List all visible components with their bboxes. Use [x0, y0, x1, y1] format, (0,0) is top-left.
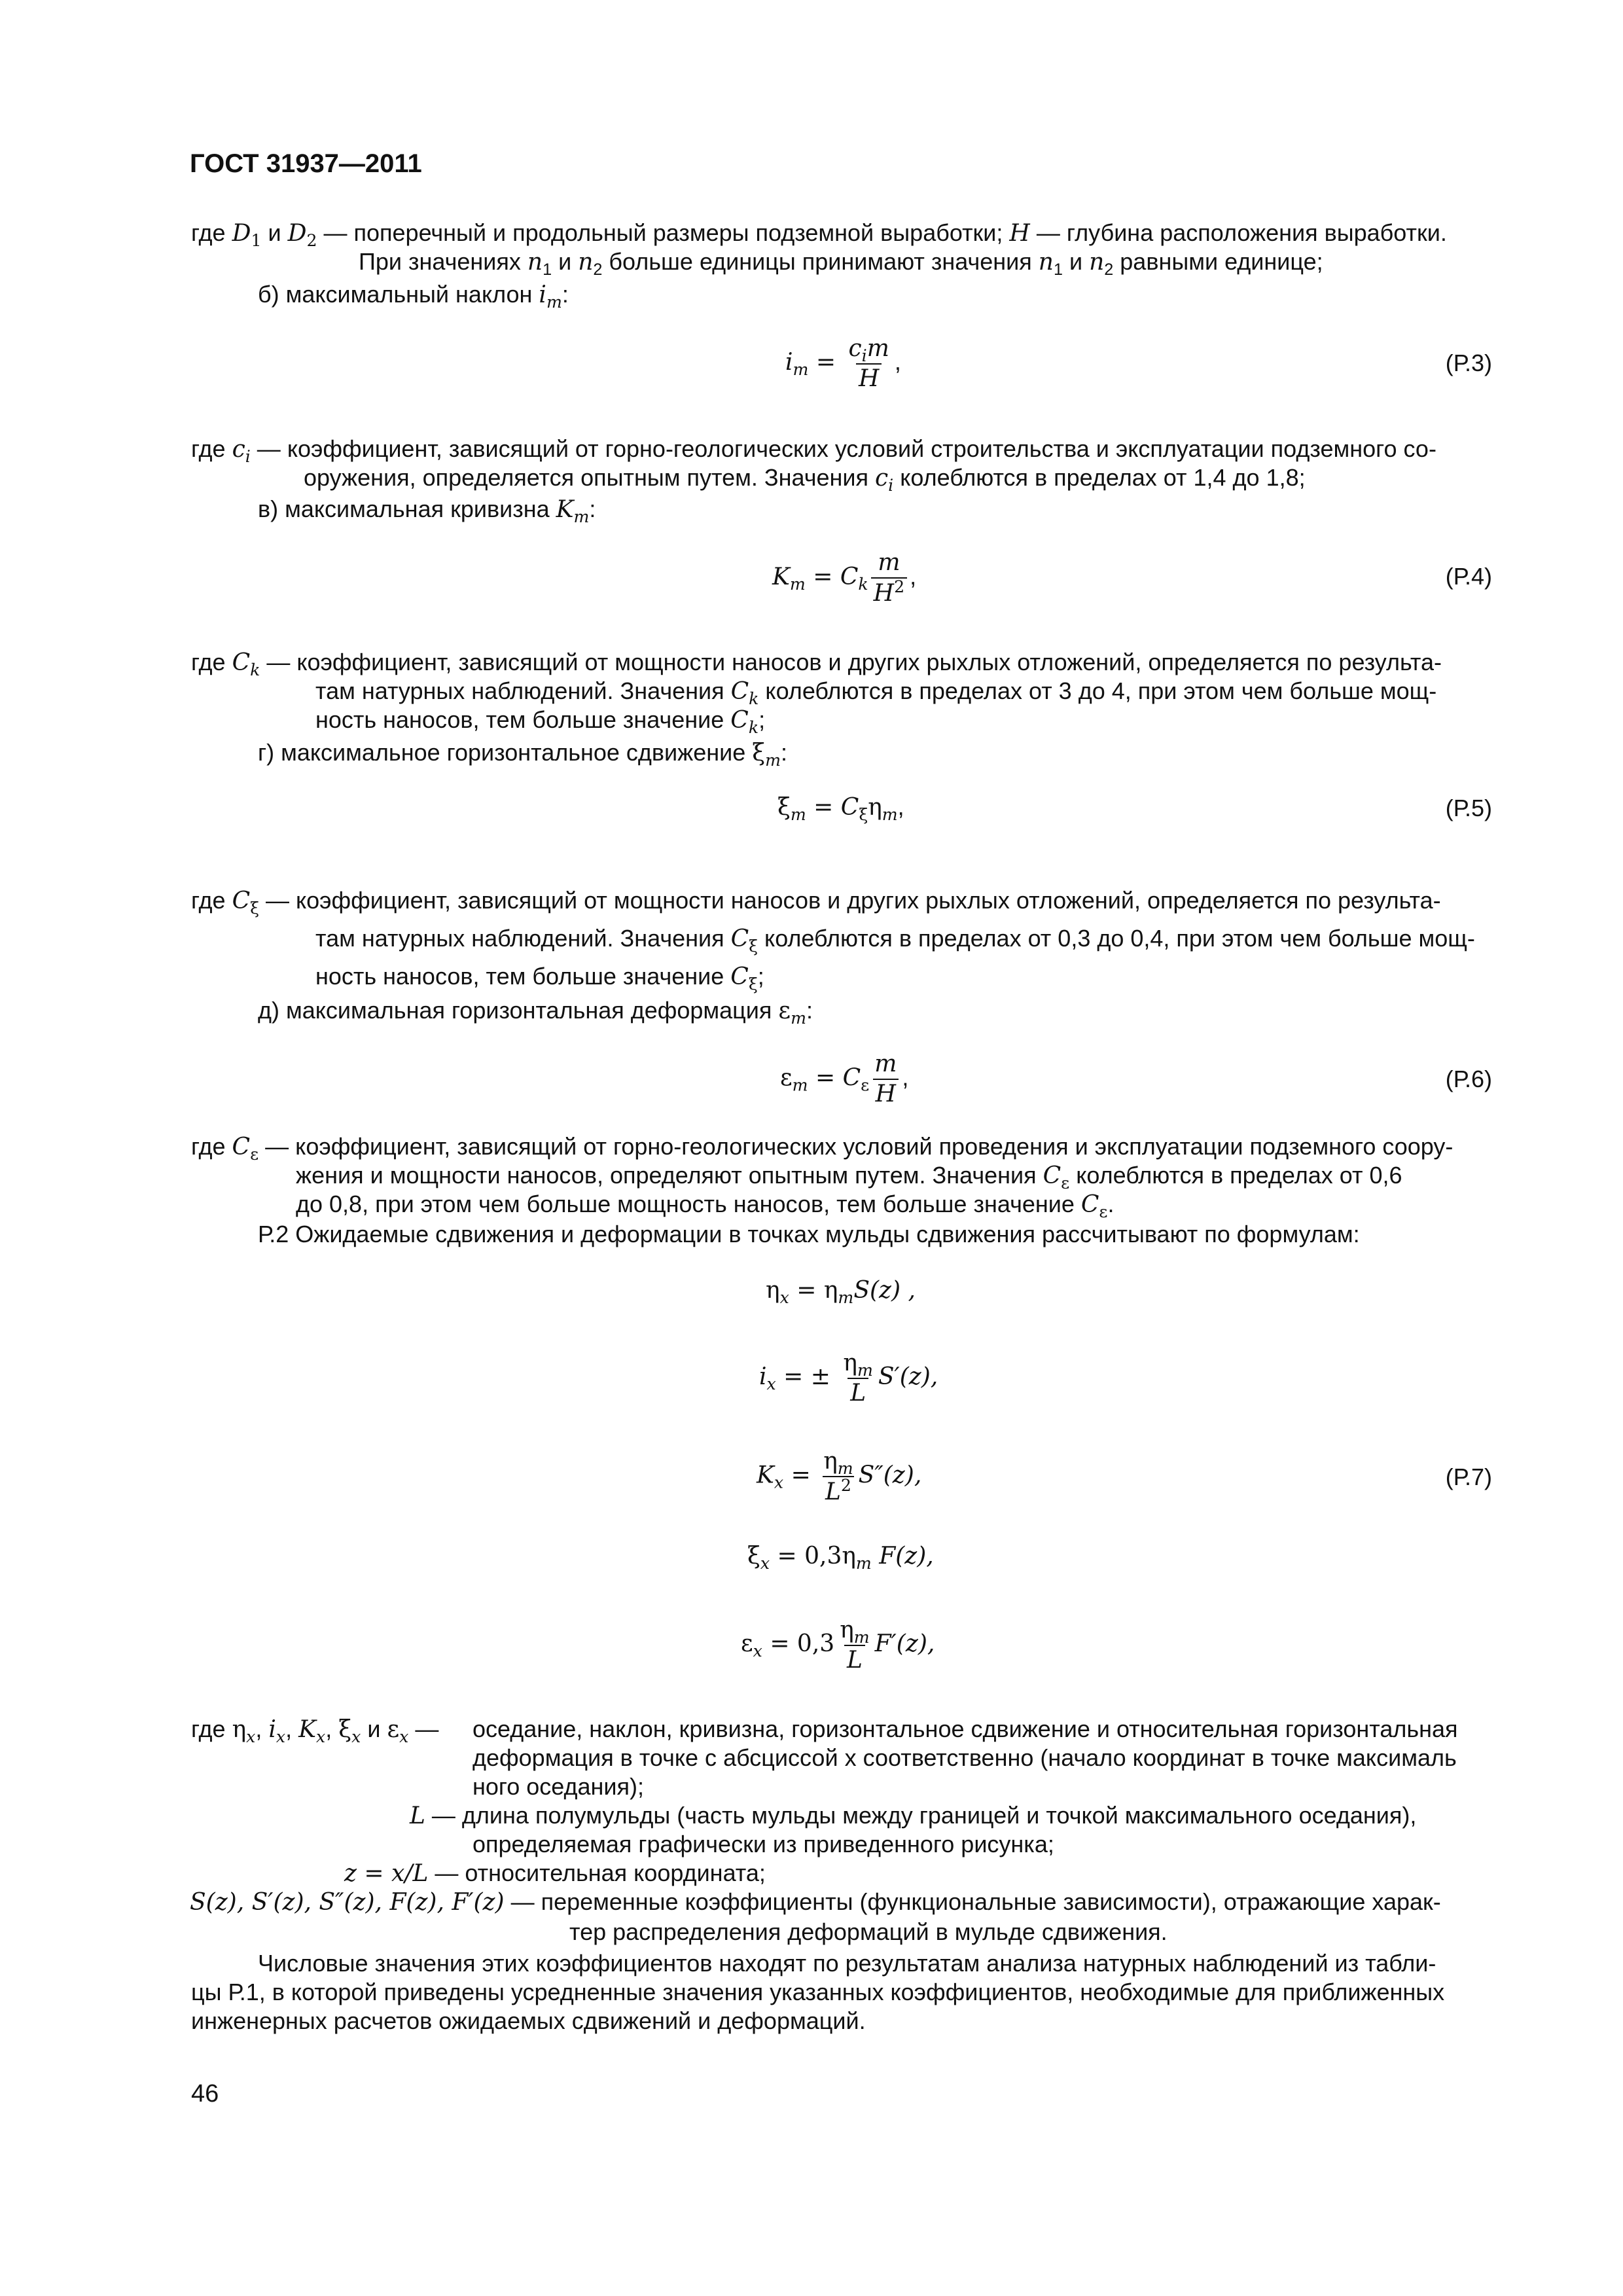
definitions-eta-i-k-xi-eps: где $\eta_x$, $i_x$, $K_x$, $\xi_x$ и $\varepsilon_x$ — — [191, 1715, 439, 1747]
fraction: $\frac{\eta_m}{L}$ — [840, 1617, 870, 1674]
item-d-max-horizontal-deformation: д) максимальная горизонтальная деформация $\varepsilon_m$: — [258, 997, 813, 1028]
item-g-max-horizontal-shift: г) максимальное горизонтальное сдвижение $\xi_m$: — [258, 739, 787, 770]
definition-cxi-line3: ность наносов, тем больше значение $C_\xi$; — [315, 963, 764, 994]
definition-z: z = x/L — относительная координата; — [344, 1859, 766, 1887]
definition-functions-line2: тер распределения деформаций в мульде сдвижения. — [569, 1918, 1168, 1945]
equation-p7-row2: $i_x$ = ± $\frac{\eta_m}{L}$ S′(z), — [759, 1350, 938, 1407]
closing-line3: инженерных расчетов ожидаемых сдвижений и деформаций. — [191, 2007, 866, 2034]
definition-ci-line2: оружения, определяется опытным путем. Значения $c_i$ колеблются в пределах от 1,4 до 1,8; — [304, 464, 1306, 495]
equation-number-p7: (Р.7) — [1445, 1463, 1492, 1490]
fraction: $\frac{c_im}{H}$ — [848, 335, 889, 392]
equation-p4: $K_m = C_k$ $\frac{m}{H^2}$ , — [772, 549, 917, 607]
equation-p3: $i_m$ = $\frac{c_im}{H}$ , — [785, 335, 901, 392]
definition-ceps-line3: до 0,8, при этом чем больше мощность наносов, тем больше значение $C_\varepsilon$. — [296, 1191, 1115, 1222]
definition-d1-d2: где $D_1$ и $D_2$ — поперечный и продольный размеры подземной выработки; H — глубина расположения выработки. — [191, 219, 1447, 251]
page-number: 46 — [191, 2080, 219, 2108]
section-p2-intro: Р.2 Ожидаемые сдвижения и деформации в точках мульды сдвижения рассчитывают по формулам: — [258, 1221, 1360, 1247]
equation-p6: $\varepsilon_m = C_\varepsilon$ $\frac{m}{H}$ , — [780, 1050, 909, 1107]
item-b-max-tilt: б) максимальный наклон $i_m$: — [258, 281, 569, 312]
item-v-max-curvature: в) максимальная кривизна $K_m$: — [258, 495, 596, 527]
definition-d1-d2-line2: При значениях $n_1$ и $n_2$ больше единицы принимают значения $n_1$ и $n_2$ равными единице; — [359, 248, 1323, 279]
definitions-line1: оседание, наклон, кривизна, горизонтальное сдвижение и относительная горизонтальная — [473, 1715, 1458, 1742]
definition-ceps-line2: жения и мощности наносов, определяют опытным путем. Значения $C_\varepsilon$ колеблются в пределах от 0,6 — [296, 1162, 1402, 1193]
fraction: $\frac{m}{H^2}$ — [871, 550, 907, 607]
equation-number-p4: (Р.4) — [1445, 563, 1492, 590]
equation-p7-row4: $\xi_x = 0,3\eta_m$ F(z), — [747, 1543, 934, 1573]
definition-ck: где $C_k$ — коэффициент, зависящий от мощности наносов и других рыхлых отложений, определяется по результа- — [191, 649, 1442, 680]
equation-p7-row1: $\eta_x = \eta_mS(z)$ , — [766, 1277, 916, 1308]
equation-number-p6: (Р.6) — [1445, 1066, 1492, 1092]
definition-ci: где $c_i$ — коэффициент, зависящий от горно-геологических условий строительства и эксплуатации подземного со- — [191, 435, 1436, 467]
fraction: $\frac{\eta_m}{L}$ — [843, 1350, 873, 1407]
closing-line1: Числовые значения этих коэффициентов находят по результатам анализа натурных наблюдений из табли- — [258, 1950, 1436, 1977]
definition-functions: S(z), S′(z), S″(z), F(z), F′(z) — переменные коэффициенты (функциональные зависимости), отражающие харак- — [190, 1888, 1441, 1916]
fraction: $\frac{\eta_m}{L^2}$ — [823, 1448, 853, 1505]
definitions-line2: деформация в точке с абсциссой x соответственно (начало координат в точке максималь — [473, 1744, 1457, 1771]
equation-number-p3: (Р.3) — [1445, 350, 1492, 376]
equation-p7-row3: $K_x$ = $\frac{\eta_m}{L^2}$ S″(z), — [757, 1448, 922, 1505]
definition-cxi: где $C_\xi$ — коэффициент, зависящий от мощности наносов и других рыхлых отложений, определяется по результа- — [191, 887, 1441, 918]
definition-ck-line2: там натурных наблюдений. Значения $C_k$ колеблются в пределах от 3 до 4, при этом чем больше мощ- — [315, 677, 1437, 709]
definition-l-line2: определяемая графически из приведенного рисунка; — [473, 1831, 1054, 1857]
equation-p7-row5: $\varepsilon_x = 0,3$ $\frac{\eta_m}{L}$ F′(z), — [741, 1617, 935, 1674]
definition-ck-line3: ность наносов, тем больше значение $C_k$; — [315, 706, 766, 738]
fraction: $\frac{m}{H}$ — [872, 1051, 899, 1107]
equation-number-p5: (Р.5) — [1445, 795, 1492, 821]
definition-ceps: где $C_\varepsilon$ — коэффициент, зависящий от горно-геологических условий проведения и эксплуатации подземного соору- — [191, 1133, 1454, 1164]
equation-p5: $\xi_m = C_\xi\eta_m$, — [777, 793, 904, 825]
closing-line2: цы Р.1, в которой приведены усредненные значения указанных коэффициентов, необходимые для приближенных — [191, 1979, 1445, 2005]
document-header: ГОСТ 31937—2011 — [190, 149, 422, 178]
definitions-line3: ного оседания); — [473, 1773, 645, 1800]
definition-l: L — длина полумульды (часть мульды между границей и точкой максимального оседания), — [410, 1802, 1417, 1829]
definition-cxi-line2: там натурных наблюдений. Значения $C_\xi$ колеблются в пределах от 0,3 до 0,4, при этом чем больше мощ- — [315, 925, 1475, 956]
